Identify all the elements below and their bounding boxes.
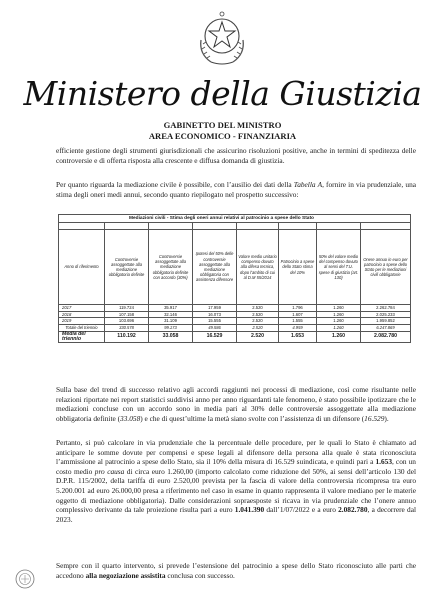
office-line-1: GABINETTO DEL MINISTRO [163,120,282,130]
table-cell: 103.696 [105,318,149,325]
paragraph-3 [56,385,416,423]
p2-tabella-ref: Tabella A [293,180,323,189]
table-cell: 1.260 [317,311,361,318]
p5-text-c: conclusa con successo. [165,570,235,580]
italian-republic-emblem-icon [193,6,251,68]
paragraph-2 [56,180,416,199]
table-cell: 2.520 [237,331,279,342]
table-total-row [59,324,411,331]
table-cell: 15.555 [193,318,237,325]
table-cell: 2.082.780 [361,331,411,342]
table-cell: 2.520 [237,318,279,325]
office-line-2: AREA ECONOMICO - FINANZIARIA [148,130,297,141]
table-header-cell: Valore medio unitario compenso dovuto alla difesa tecnica, dopo l'ambito di cui al D.M 55/2014 [237,230,279,305]
table-cell: 119.724 [105,305,149,312]
table-cell: 2018 [59,311,105,318]
table-cell: 2.025.233 [361,311,411,318]
p4-text-a: Pertanto, si può calcolare in via prudenziale che la percentuale delle procedure, per le quali lo Stato è chiamato ad anticipare le somme dovute per compensi e spese legali al difensore della persona alla quale è stata riconosciuta l’ammissione al patrocinio a spese dello Stato, sia il 10% della misura di 16.529 suindicata, e quindi pari a [56,438,416,467]
p2-text-a: Per quanto riguarda la mediazione civile è possibile, con l’ausilio dei dati della [56,180,294,189]
table-cell: 4.959 [279,324,317,331]
p3-text-a: Sulla base del trend di successo relativo agli accordi raggiunti nei processi di mediazione, così come risultante nelle relazioni riportate nei report statistici suddivisi anno per anno riguardanti tale fenomeno, è stato possibile ipotizzare che le mediazioni concluse con un accordo sono in media pari al 30% delle controversie assoggettate alla mediazione obbligatoria definite ( [56,385,416,423]
p4-value-1041390: 1.041.390 [234,505,265,515]
paragraph-1: efficiente gestione degli strumenti giurisdizionali che assicurino risoluzioni positive, anche in termini di speditezza delle controversie e di offerta risposta alla crescente e diffusa domanda di giustizia. [56,146,416,165]
table-cell: 2.520 [237,305,279,312]
p4-text-e: di circa euro 1.260,00 (importo calcolato come riduzione del 50%, ai sensi dell’articolo 130 del D.P.R. 115/2002, della tariffa di euro 2.520,00 prevista per la fascia di valore della controversia ricompresa tra euro 5.200.001 ad euro 26.000,00 presa a riferimento nel caso in esame in quanto rappresenta il valore mediano per le materie oggetto di mediazione obbligatoria). Dalle considerazioni sopraesposte si ricava in via prudenziale che l’onere annuo complessivo derivante da tale proiezione risulta pari a euro [56,466,416,515]
p3-value-33058: 33.058 [120,413,141,423]
table-cell: 2.520 [237,324,279,331]
p3-text-c: ) e che di quest’ultime la metà siano svolte con l’assistenza di un difensore ( [140,413,365,423]
table-cell: 2019 [59,318,105,325]
table-cell: 330.578 [105,324,149,331]
table-cell: 49.586 [193,324,237,331]
office-heading [0,120,445,141]
table-title: Mediazioni civili - Stima degli oneri annui relativi al patrocinio a spese dello Stato [59,215,411,223]
table-header-cell: 50% del valore medio del compenso dovuto al sensi del T.U. spese di giustizia (art. 130) [317,230,361,305]
table-cell: 1.555 [279,318,317,325]
table-cell: 31.109 [149,318,193,325]
p5-negoziazione: alla negoziazione assistita [85,570,166,580]
table-cell: 32.146 [149,311,193,318]
table-cell: 16.529 [193,331,237,342]
table-header-cell: Patrocinio a spese dello Stato stima del 10% [279,230,317,305]
p4-text-i: , a decorrere dal 2023. [56,505,416,524]
p5-text-a: Sempre con il quarto intervento, si prevede l’estensione del patrocinio a spese dello Stato riconosciuto alle parti che accedono [56,561,416,580]
table-cell: Media del triennio [59,331,105,342]
table-cell: 6.247.869 [361,324,411,331]
table-cell: Totale del triennio [59,324,105,331]
p3-text-e: ). [384,413,389,423]
stamp-seal-icon [14,568,36,590]
table-cell: 1.260 [317,305,361,312]
table-cell: 16.073 [193,311,237,318]
table-cell: 2.520 [237,311,279,318]
table-cell: 1.653 [279,331,317,342]
p3-value-16529: 16.529 [364,413,385,423]
p4-value-1653: 1.653 [375,457,392,467]
table-cell: 1.607 [279,311,317,318]
p4-text-g: dall’1/07/2022 e a euro [264,505,339,515]
table-cell: 99.173 [149,324,193,331]
p4-pro-causa: pro causa [94,466,125,476]
table-cell: 33.058 [149,331,193,342]
table-header-cell: Controversie assoggettate alla mediazione obbligatoria definite con accordo (30%) [149,230,193,305]
ministry-title: Ministero della Giustizia [23,74,422,113]
table-cell: 1.260 [317,318,361,325]
p4-text-c: , con un costo medio [56,457,416,476]
table-header-cell: Ipotesi del 50% delle controversie assoggettate alla mediazione obbligatoria con assistenza difensore [193,230,237,305]
table-cell: 107.158 [105,311,149,318]
table-header-cell: Controversie assoggettate alla mediazione obbligatoria definite [105,230,149,305]
paragraph-5 [56,561,416,580]
table-cell: 2017 [59,305,105,312]
p4-value-2082780: 2.082.780 [338,505,368,515]
table-cell: 110.192 [105,331,149,342]
table-media-row [59,331,411,342]
cost-estimate-table [58,214,410,380]
table-header-cell: Anno di riferimento [59,230,105,305]
table-cell: 2.262.784 [361,305,411,312]
paragraph-4 [56,438,416,524]
table-cell: 1.796 [279,305,317,312]
p2-text-c: , fornire in via prudenziale, una stima degli oneri medi annui, secondo quanto riepilogato nel prospetto successivo: [56,180,416,199]
table-cell: 1.260 [317,331,361,342]
table-cell: 1.260 [317,324,361,331]
table-cell: 1.959.852 [361,318,411,325]
table-cell: 17.959 [193,305,237,312]
table-cell: 35.917 [149,305,193,312]
table-header-cell: Onere annuo in euro per patrocinio a spese dello Stato per le mediazioni civili obbligatorie [361,230,411,305]
